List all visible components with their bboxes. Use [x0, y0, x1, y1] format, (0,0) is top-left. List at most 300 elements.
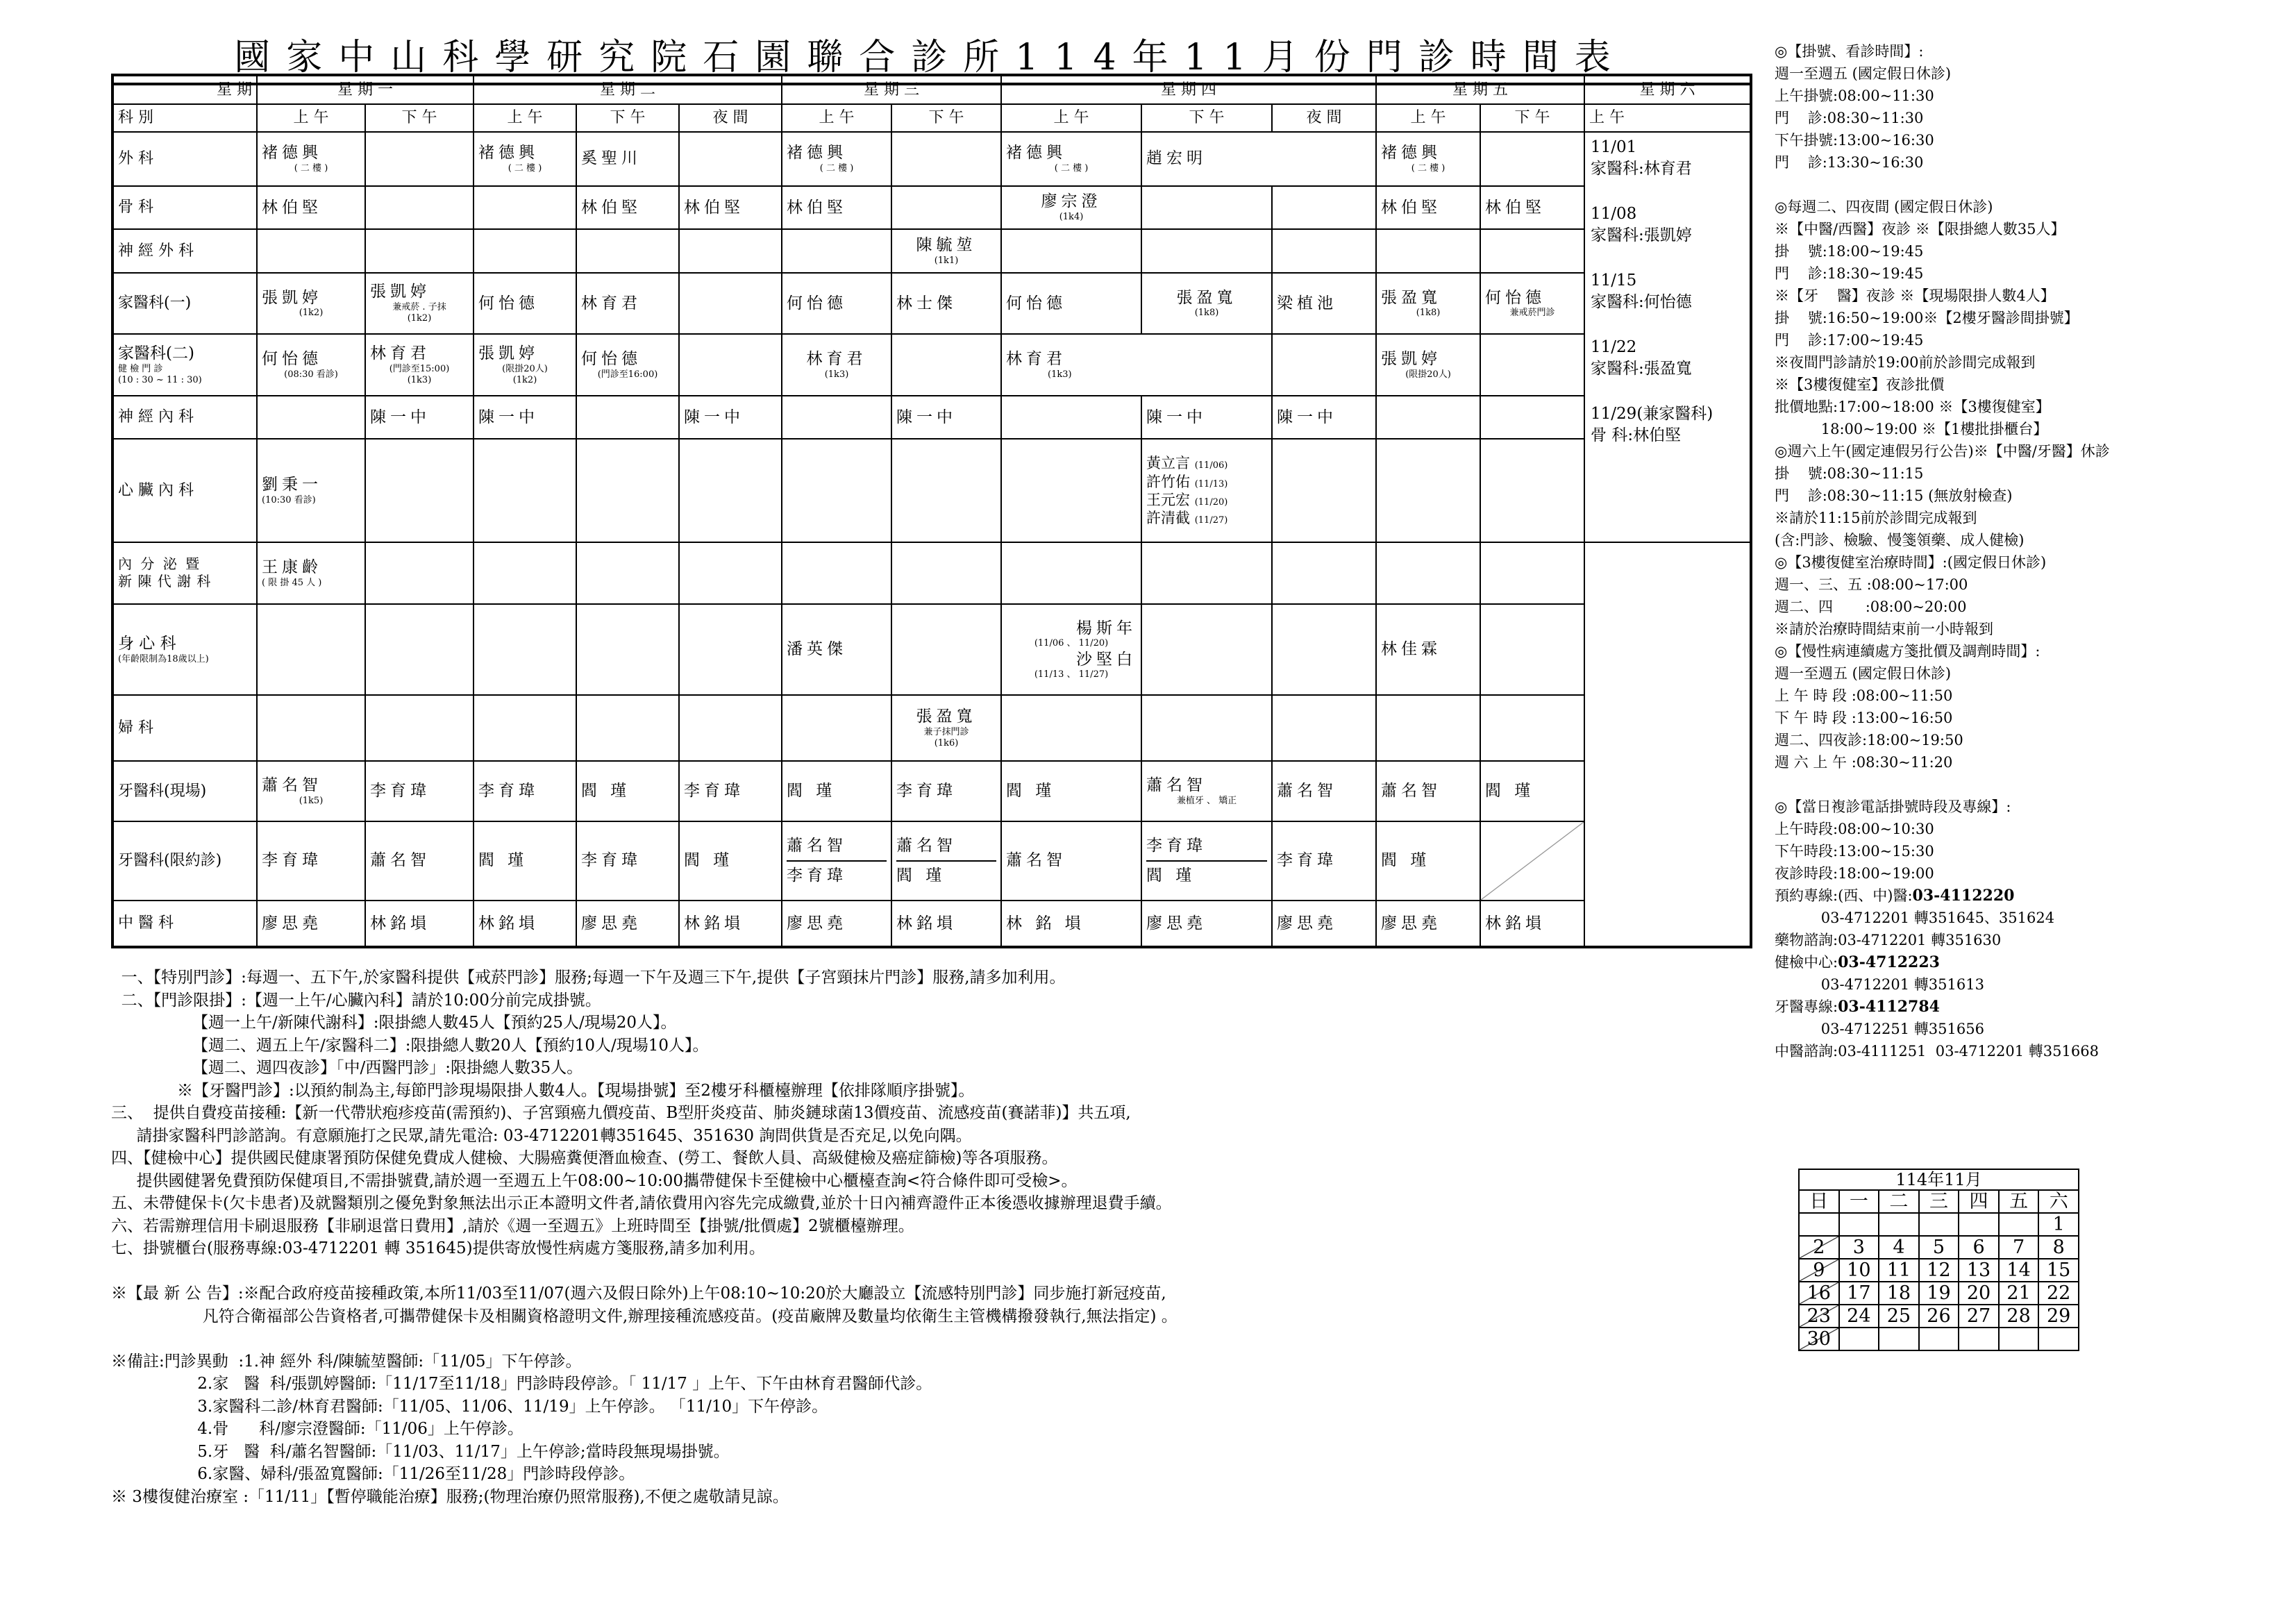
cell	[474, 186, 576, 230]
doctor-name: 林育君	[581, 294, 642, 312]
note-line	[111, 1328, 1763, 1350]
doctor-name: 何怡德	[262, 350, 322, 369]
calendar-weekday: 五	[1999, 1190, 2039, 1213]
sat-date: 11/08	[1591, 205, 1637, 224]
header-tue-pm: 下 午	[576, 104, 679, 132]
cell	[1272, 901, 1376, 947]
cell	[257, 439, 365, 542]
sat-doctor: 家醫科:張盈寬	[1591, 360, 1692, 378]
side-info-line: 門 診:08:30~11:15 (無放射檢查)	[1775, 487, 2013, 504]
cell-note: (1k2)	[407, 313, 432, 324]
cell	[257, 542, 365, 603]
cell	[1141, 901, 1272, 947]
calendar-weekday: 二	[1879, 1190, 1919, 1213]
note-line: 凡符合衛福部公告資格者,可攜帶健保卡及相關資格證明文件,辦理接種流感疫苗。(疫苗廠牌及數量均依衛生主管機構撥發執行,無法指定) 。	[111, 1307, 1178, 1325]
dept-label: 家醫科(二)	[118, 344, 194, 362]
dept-cardiology: 心 臟 內 科	[112, 439, 257, 542]
header-tue: 星 期 二	[474, 75, 782, 104]
side-info-line: 週二、四夜診:18:00~19:50	[1775, 732, 1963, 748]
header-weekday: 星 期	[112, 75, 257, 104]
doctor-name: 奚聖川	[581, 149, 642, 168]
side-info-lines	[1775, 40, 2281, 885]
cell	[679, 273, 782, 334]
cell-note: ( 二 樓 )	[294, 163, 328, 174]
cell	[474, 604, 576, 696]
phone-extension: 03-4111251 03-4712201 轉351668	[1838, 1043, 2099, 1060]
calendar-day: 9	[1799, 1259, 1839, 1282]
note-line: 五、未帶健保卡(欠卡患者)及就醫類別之優免對象無法出示正本證明文件者,請依費用內容先完成繳費,並於十日內補齊證件正本後憑收據辦理退費手續。	[111, 1194, 1172, 1212]
doctor-name: 李育瑋	[896, 782, 957, 801]
cell-note: ( 限 掛 45 人 )	[262, 577, 322, 588]
cell	[576, 229, 679, 273]
cell-note: ( 二 樓 )	[1054, 163, 1089, 174]
calendar-day	[1959, 1328, 1999, 1350]
doctor-name: 林育君	[1006, 350, 1067, 369]
cell	[1376, 761, 1480, 821]
cell	[1272, 604, 1376, 696]
doctor-name: 陳一中	[1277, 408, 1338, 426]
doctor-name: 閻 瑾	[1381, 851, 1431, 870]
cell	[1272, 229, 1376, 273]
cell	[1001, 542, 1141, 603]
cell-note: (1k8)	[1194, 308, 1219, 319]
doctor-name: 廖思堯	[787, 914, 848, 932]
cell	[1001, 273, 1141, 334]
side-info-line: ※【牙 醫】夜診 ※【現場限掛人數4人】	[1775, 287, 2055, 304]
calendar-day: 17	[1839, 1282, 1879, 1305]
side-info-line: 週一至週五 (國定假日休診)	[1775, 665, 1952, 682]
phone-line	[1775, 885, 2281, 907]
note-line: ※ 3樓復健治療室 :「11/11」【暫停職能治療】服務;(物理治療仍照常服務),不便之處敬請見諒。	[111, 1487, 789, 1506]
note-line: ※【牙醫門診】:以預約制為主,每節門診現場限掛人數4人。【現場掛號】至2樓牙科櫃檯辦理【依排隊順序掛號】。	[111, 1081, 975, 1100]
side-info-line: 週一、三、五 :08:00~17:00	[1775, 576, 1968, 593]
cell	[1001, 396, 1141, 440]
header-fri-am: 上 午	[1376, 104, 1480, 132]
side-info-line: 夜診時段:18:00~19:00	[1775, 865, 1934, 882]
doctor-name: 林伯堅	[1381, 198, 1442, 217]
side-info-line: 批價地點:17:00~18:00 ※【3樓復健室】	[1775, 399, 2050, 415]
side-info-line: 門 診:17:00~19:45	[1775, 332, 1924, 349]
dept-family-medicine-1: 家醫科(一)	[112, 273, 257, 334]
side-info-line	[1775, 773, 2281, 796]
cell-note: ( 二 樓 )	[819, 163, 854, 174]
cell-note: (限掛20人)	[502, 363, 548, 374]
doctor-name: 林伯堅	[262, 198, 322, 217]
cell	[257, 695, 365, 761]
calendar-day: 30	[1799, 1328, 1839, 1350]
note-line: 3.家醫科二診/林育君醫師:「11/05、11/06、11/19」上午停診。 「11/10」下午停診。	[111, 1397, 828, 1416]
cell	[1480, 901, 1584, 947]
calendar-day: 11	[1879, 1259, 1919, 1282]
side-info-line: 週一至週五 (國定假日休診)	[1775, 65, 1952, 82]
cell	[1001, 186, 1141, 230]
dept-label: 身 心 科	[118, 635, 176, 653]
doctor-name: 王元宏	[1146, 491, 1191, 508]
cell	[679, 186, 782, 230]
cell-note: ( 二 樓 )	[1411, 163, 1446, 174]
side-info-line: ※【3樓復健室】夜診批價	[1775, 376, 1945, 393]
cell	[891, 542, 1001, 603]
side-info-line: ◎【慢性病連續處方箋批價及調劑時間】:	[1775, 643, 2041, 660]
cell	[576, 439, 679, 542]
note-line: 【週一上午/新陳代謝科】:限掛總人數45人【預約25人/現場20人】。	[111, 1014, 677, 1032]
calendar-day	[1799, 1213, 1839, 1236]
side-info-line: (含:門診、檢驗、慢箋領藥、成人健檢)	[1775, 532, 2025, 549]
doctor-name: 褚德興	[1381, 144, 1442, 162]
cell	[782, 542, 891, 603]
doctor-name: 許竹佑	[1146, 473, 1191, 490]
cell	[679, 761, 782, 821]
note-line: 4.骨 科/廖宗澄醫師:「11/06」上午停診。	[111, 1420, 523, 1438]
cell-note: (限掛20人)	[1405, 369, 1451, 380]
calendar-day: 29	[2038, 1305, 2079, 1328]
doctor-name: 廖思堯	[262, 914, 322, 932]
cell	[474, 542, 576, 603]
side-info-line: 掛 號:18:00~19:45	[1775, 243, 1924, 260]
cell	[679, 334, 782, 395]
cell	[891, 132, 1001, 186]
cell	[576, 761, 679, 821]
doctor-name: 陳一中	[370, 408, 430, 426]
rotating-doctor	[1146, 473, 1267, 491]
doctor-name: 趙宏明	[1146, 149, 1207, 168]
cell	[1376, 396, 1480, 440]
cell	[1272, 273, 1376, 334]
cell-note: (1k2)	[299, 308, 324, 319]
doctor-name: 林 銘 塤	[1006, 914, 1085, 932]
doctor-name: 何怡德	[787, 294, 848, 312]
side-info-line: 上午掛號:08:00~11:30	[1775, 87, 1934, 104]
cell-note: 兼戒菸 . 子抹	[392, 302, 446, 313]
cell	[1376, 186, 1480, 230]
cell-note: (11/13)	[1194, 478, 1228, 489]
phone-extension: 03-4712251 轉351656	[1775, 1021, 1984, 1037]
side-phone-lines	[1775, 885, 2281, 1062]
doctor-name: 林銘塤	[478, 914, 539, 932]
doctor-name: 蕭名智	[1277, 782, 1338, 801]
cell	[1376, 901, 1480, 947]
calendar-day: 28	[1999, 1305, 2039, 1328]
cell	[576, 901, 679, 947]
cell	[1141, 132, 1376, 186]
cell	[782, 229, 891, 273]
cell	[474, 439, 576, 542]
doctor-name: 蕭名智	[1146, 776, 1207, 794]
sat-date: 11/29(兼家醫科)	[1591, 405, 1713, 424]
cell	[1001, 821, 1141, 901]
cell	[365, 132, 474, 186]
side-info-line: 掛 號:16:50~19:00※【2樓牙醫診間掛號】	[1775, 310, 2079, 326]
dept-surgery: 外 科	[112, 132, 257, 186]
sat-doctor: 家醫科:張凱婷	[1591, 226, 1692, 245]
cell	[1480, 334, 1584, 395]
dept-neurology: 神 經 內 科	[112, 396, 257, 440]
side-info-line: ◎週六上午(國定連假另行公告)※【中醫/牙醫】休診	[1775, 443, 2110, 460]
cell	[891, 761, 1001, 821]
calendar-day: 25	[1879, 1305, 1919, 1328]
note-line: 七、掛號櫃台(服務專線:03-4712201 轉 351645)提供寄放慢性病處方箋服務,請多加利用。	[111, 1239, 765, 1257]
cell	[257, 229, 365, 273]
header-fri: 星 期 五	[1376, 75, 1584, 104]
phone-extension: 03-4712201 轉351613	[1775, 976, 1984, 993]
cell	[782, 273, 891, 334]
calendar-day: 18	[1879, 1282, 1919, 1305]
side-info-line: 上午時段:08:00~10:30	[1775, 821, 1934, 837]
calendar-day	[2038, 1328, 2079, 1350]
calendar-day	[1879, 1328, 1919, 1350]
calendar-day: 13	[1959, 1259, 1999, 1282]
doctor-name: 閻 瑾	[1006, 782, 1056, 801]
sat-doctor: 家醫科:何怡德	[1591, 293, 1692, 312]
calendar-caption: 114年11月	[1798, 1169, 2079, 1189]
cell	[1480, 229, 1584, 273]
cell	[891, 439, 1001, 542]
doctor-name: 陳一中	[684, 408, 744, 426]
doctor-name: 張凱婷	[262, 288, 322, 307]
cell	[365, 396, 474, 440]
doctor-name: 陳毓堃	[916, 236, 977, 255]
side-info-line: 上 午 時 段 :08:00~11:50	[1775, 687, 1953, 704]
cell	[257, 901, 365, 947]
cell	[891, 821, 1001, 901]
cell	[576, 542, 679, 603]
dept-gynecology: 婦 科	[112, 695, 257, 761]
doctor-name: 李育瑋	[1146, 836, 1267, 862]
cell	[891, 273, 1001, 334]
cell	[1272, 761, 1376, 821]
phone-line	[1775, 1040, 2281, 1062]
note-line: 四、【健檢中心】提供國民健康署預防保健免費成人健檢、大腸癌糞便潛血檢查、(勞工、餐飲人員、高級健檢及癌症篩檢)等各項服務。	[111, 1149, 1058, 1167]
cell	[1272, 186, 1376, 230]
doctor-name: 楊斯年	[1076, 619, 1137, 637]
doctor-name: 閻 瑾	[1485, 782, 1535, 801]
cell	[679, 821, 782, 901]
cell-note: (1k3)	[824, 369, 849, 380]
cell	[474, 695, 576, 761]
cell-note: (11/06 、 11/20)	[1034, 638, 1109, 649]
cell	[257, 761, 365, 821]
calendar-weekday: 日	[1799, 1190, 1839, 1213]
side-info-line: 門 診:08:30~11:30	[1775, 110, 1924, 126]
doctor-name: 廖思堯	[581, 914, 642, 932]
cell	[474, 821, 576, 901]
doctor-name: 何怡德	[1485, 288, 1546, 307]
header-thu: 星 期 四	[1001, 75, 1376, 104]
dept-note: (年齡限制為18歲以上)	[118, 653, 209, 664]
cell-note: 兼戒菸門診	[1509, 308, 1555, 319]
cell	[679, 604, 782, 696]
cell-note: (11/20)	[1194, 496, 1228, 508]
doctor-name: 林育君	[370, 344, 430, 362]
cell	[1272, 695, 1376, 761]
dept-family-medicine-2	[112, 334, 257, 395]
header-wed: 星 期 三	[782, 75, 1001, 104]
cell	[891, 901, 1001, 947]
cell	[576, 273, 679, 334]
phone-line	[1775, 1018, 2281, 1040]
doctor-name: 林士傑	[896, 294, 957, 312]
cell	[782, 132, 891, 186]
side-info-line	[1775, 174, 2281, 196]
phone-line	[1775, 907, 2281, 929]
doctor-name: 廖思堯	[1277, 914, 1338, 932]
cell	[365, 186, 474, 230]
phone-extension: 03-4712201 轉351645、351624	[1775, 910, 2055, 926]
calendar-day: 14	[1999, 1259, 2039, 1282]
cell	[1272, 542, 1376, 603]
cell	[257, 186, 365, 230]
cell	[1141, 186, 1272, 230]
cell	[576, 695, 679, 761]
header-mon: 星 期 一	[257, 75, 474, 104]
cell	[1141, 821, 1272, 901]
header-mon-am: 上 午	[257, 104, 365, 132]
doctor-name: 張盈寬	[1176, 288, 1237, 307]
note-line: 二、【門診限掛】:【週一上午/心臟內科】請於10:00分前完成掛號。	[111, 991, 601, 1010]
note-line: 5.牙 醫 科/蕭名智醫師:「11/03、11/17」上午停診;當時段無現場掛號。	[111, 1442, 730, 1461]
cell	[679, 901, 782, 947]
cell-note: (1k2)	[512, 374, 537, 385]
side-info-line: ※夜間門診請於19:00前於診間完成報到	[1775, 354, 2036, 371]
dept-psychiatry	[112, 604, 257, 696]
cell	[1376, 604, 1480, 696]
doctor-name: 張凱婷	[370, 283, 430, 301]
calendar-day: 8	[2038, 1236, 2079, 1259]
doctor-name: 閻 瑾	[787, 782, 837, 801]
calendar-day: 3	[1839, 1236, 1879, 1259]
calendar-day	[1959, 1213, 1999, 1236]
saturday-column	[1584, 132, 1751, 542]
header-wed-am: 上 午	[782, 104, 891, 132]
cell	[1141, 761, 1272, 821]
cell	[474, 761, 576, 821]
doctor-name: 陳一中	[478, 408, 539, 426]
cell	[1480, 761, 1584, 821]
phone-label: 藥物諮詢:	[1775, 932, 1838, 948]
doctor-name: 李育瑋	[262, 851, 322, 870]
cell	[365, 439, 474, 542]
header-tue-am: 上 午	[474, 104, 576, 132]
calendar-day: 1	[2038, 1213, 2079, 1236]
doctor-name: 許清截	[1146, 510, 1191, 527]
cell	[891, 229, 1001, 273]
dept-note: (10 : 30 ~ 11 : 30)	[118, 374, 202, 385]
calendar-weekday-row	[1799, 1190, 2079, 1213]
cell	[1001, 439, 1141, 542]
cell	[365, 604, 474, 696]
cell	[782, 761, 891, 821]
calendar-day: 21	[1999, 1282, 2039, 1305]
cell	[1001, 132, 1141, 186]
phone-label: 牙醫專線:	[1775, 998, 1838, 1015]
calendar-weekday: 一	[1839, 1190, 1879, 1213]
cell	[365, 901, 474, 947]
cell	[782, 439, 891, 542]
doctor-name: 李育瑋	[581, 851, 642, 870]
cell-note: (門診至16:00)	[597, 369, 658, 380]
side-info-line: ◎【3樓復健室治療時間】:(國定假日休診)	[1775, 554, 2047, 571]
doctor-name: 王康齡	[262, 558, 322, 576]
cell	[891, 695, 1001, 761]
sat-doctor: 骨 科:林伯堅	[1591, 426, 1682, 445]
doctor-name: 廖宗澄	[1041, 192, 1102, 211]
doctor-name: 陳一中	[896, 408, 957, 426]
cell	[1141, 273, 1272, 334]
side-info-line: ◎【當日複診電話掛號時段及專線】:	[1775, 798, 2011, 815]
cell	[474, 273, 576, 334]
cell-note: ( 二 樓 )	[508, 163, 542, 174]
doctor-name: 林伯堅	[581, 198, 642, 217]
cell	[1376, 439, 1480, 542]
phone-line	[1775, 973, 2281, 996]
phone-label: 健檢中心:	[1775, 954, 1838, 971]
side-info-line: 掛 號:08:30~11:15	[1775, 465, 1924, 482]
cell	[365, 821, 474, 901]
cell-note: 兼植牙 、 矯正	[1176, 795, 1237, 806]
cell	[782, 901, 891, 947]
doctor-name: 陳一中	[1146, 408, 1207, 426]
calendar-week	[1799, 1213, 2079, 1236]
cell	[679, 439, 782, 542]
cell	[1001, 229, 1141, 273]
cell	[257, 821, 365, 901]
calendar-day: 2	[1799, 1236, 1839, 1259]
note-line: 提供國健署免費預防保健項目,不需掛號費,請於週一至週五上午08:00~10:00攜帶健保卡至健檢中心櫃檯查詢<符合條件即可受檢>。	[111, 1171, 1078, 1190]
doctor-name: 蕭名智	[1381, 782, 1442, 801]
doctor-name: 何怡德	[478, 294, 539, 312]
doctor-name: 閻 瑾	[478, 851, 528, 870]
cell	[1001, 695, 1141, 761]
doctor-name: 梁植池	[1277, 294, 1338, 312]
calendar-week	[1799, 1328, 2079, 1350]
calendar-day: 6	[1959, 1236, 1999, 1259]
calendar-day: 4	[1879, 1236, 1919, 1259]
side-info-line: 週二、四 :08:00~20:00	[1775, 598, 1967, 615]
cell	[1272, 439, 1376, 542]
sat-date: 11/22	[1591, 338, 1637, 357]
doctor-name: 李育瑋	[478, 782, 539, 801]
side-info-line: 週 六 上 午 :08:30~11:20	[1775, 754, 1953, 771]
calendar-day: 10	[1839, 1259, 1879, 1282]
doctor-name: 林伯堅	[787, 198, 848, 217]
cell	[365, 334, 474, 395]
cell-note: (1k1)	[934, 255, 959, 266]
cell	[576, 334, 679, 395]
cell	[576, 186, 679, 230]
dept-label: 內 分 泌 暨	[118, 555, 202, 573]
doctor-name: 蕭名智	[370, 851, 430, 870]
note-line: 【週二、週五上午/家醫科二】:限掛總人數20人【預約10人/現場10人】。	[111, 1036, 709, 1055]
cell-note: (11/06)	[1194, 460, 1228, 471]
cell	[257, 604, 365, 696]
cell	[679, 132, 782, 186]
calendar-weekday: 三	[1919, 1190, 1959, 1213]
cell	[365, 695, 474, 761]
calendar-weekday: 四	[1959, 1190, 1999, 1213]
cell	[365, 542, 474, 603]
cell-note: 兼子抹門診	[923, 726, 969, 737]
calendar-week	[1799, 1259, 2079, 1282]
cell	[1272, 334, 1376, 395]
notes-section	[111, 966, 1763, 1508]
calendar-day	[1839, 1213, 1879, 1236]
phone-number: 03-4712223	[1838, 953, 1940, 971]
cell	[1480, 695, 1584, 761]
cell	[1480, 132, 1584, 186]
calendar-week	[1799, 1236, 2079, 1259]
doctor-name: 廖思堯	[1381, 914, 1442, 932]
note-line: ※【最 新 公 告】:※配合政府疫苗接種政策,本所11/03至11/07(週六及假日除外)上午08:10~10:20於大廳設立【流感特別門診】同步施打新冠疫苗,	[111, 1284, 1166, 1303]
